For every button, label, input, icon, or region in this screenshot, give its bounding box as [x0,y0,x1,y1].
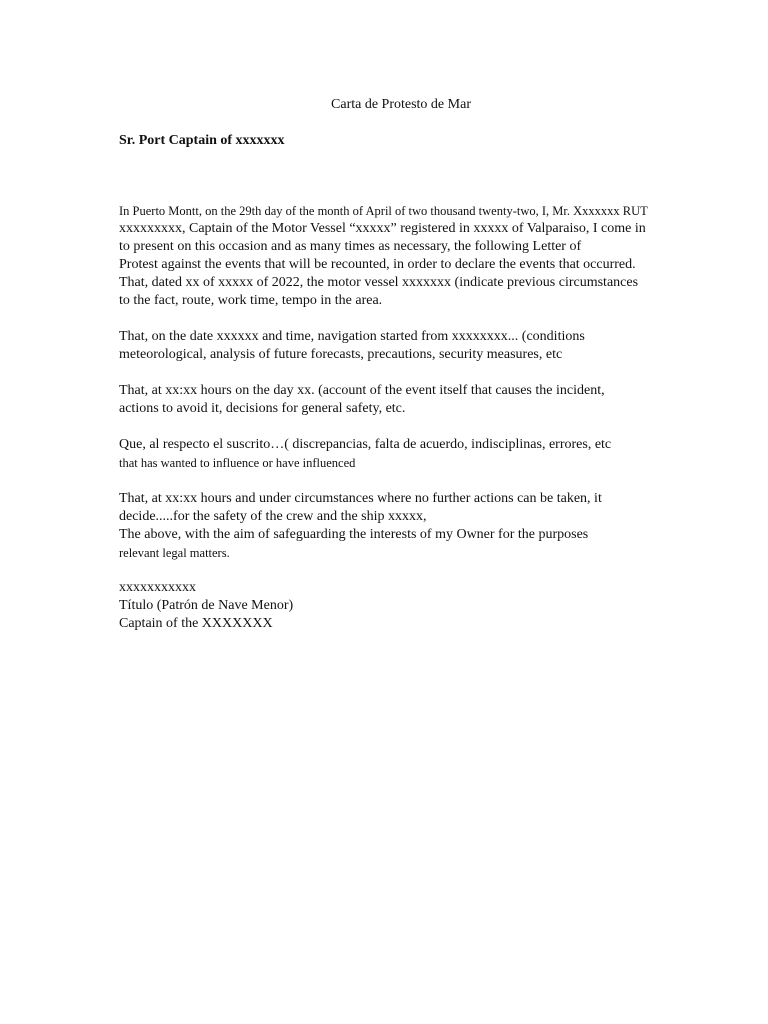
paragraph-event [119,382,719,418]
paragraph-spacer [119,364,719,382]
paragraph-spacer [119,418,719,436]
text-line: meteorological, analysis of future forecasts, precautions, security measures, etc [119,347,563,362]
text-line: Protest against the events that will be recounted, in order to declare the events that occurred. [119,257,636,272]
document-title: Carta de Protesto de Mar [331,97,471,112]
signature-block [119,579,719,633]
signature-name: xxxxxxxxxxx [119,580,196,595]
text-line: Que, al respecto el suscrito…( discrepancias, falta de acuerdo, indisciplinas, errores, etc [119,437,612,452]
text-line: That, on the date xxxxxx and time, navigation started from xxxxxxxx... (conditions [119,329,585,344]
text-line: That, at xx:xx hours and under circumstances where no further actions can be taken, it [119,491,602,506]
paragraph-opening [119,202,719,310]
text-line: That, at xx:xx hours on the day xx. (account of the event itself that causes the incident, [119,383,605,398]
paragraph-discrepancies [119,436,719,472]
text-line: That, dated xx of xxxxx of 2022, the motor vessel xxxxxxx (indicate previous circumstances [119,275,639,290]
paragraph-spacer [119,472,719,490]
letter-body [119,202,719,633]
paragraph-spacer [119,562,719,579]
text-line: to present on this occasion and as many times as necessary, the following Letter of [119,239,582,254]
text-line: xxxxxxxxx, Captain of the Motor Vessel “xxxxx” registered in xxxxx of Valparaiso, I come in [119,221,646,236]
signature-title: Título (Patrón de Nave Menor) [119,598,294,613]
text-line: that has wanted to influence or have influenced [119,456,356,470]
paragraph-actions [119,490,719,562]
text-line: The above, with the aim of safeguarding the interests of my Owner for the purposes [119,527,589,542]
text-line: decide.....for the safety of the crew and the ship xxxxx, [119,509,427,524]
paragraph-spacer [119,310,719,328]
text-line: to the fact, route, work time, tempo in the area. [119,293,383,308]
text-line: relevant legal matters. [119,546,230,560]
signature-role: Captain of the XXXXXXX [119,616,273,631]
text-line: actions to avoid it, decisions for general safety, etc. [119,401,406,416]
addressee-line: Sr. Port Captain of xxxxxxx [119,133,285,148]
paragraph-navigation [119,328,719,364]
text-line: In Puerto Montt, on the 29th day of the month of April of two thousand twenty-two, I, Mr. Xxxxxxx RUT [119,204,648,218]
